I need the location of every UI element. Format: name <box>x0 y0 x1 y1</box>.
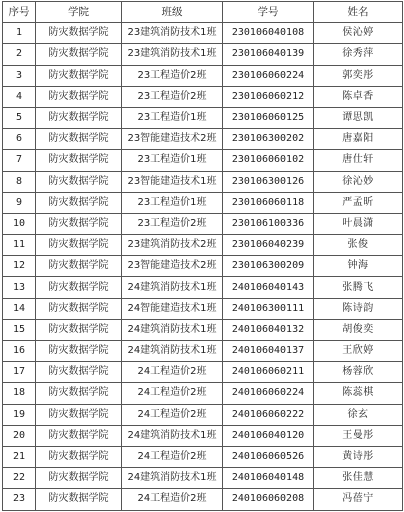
cell-class: 24建筑消防技术1班 <box>122 319 223 340</box>
table-row <box>3 150 403 171</box>
cell-college: 防灾数据学院 <box>36 150 122 171</box>
cell-college: 防灾数据学院 <box>36 489 122 510</box>
cell-name: 王曼彤 <box>314 425 403 446</box>
cell-college: 防灾数据学院 <box>36 129 122 150</box>
cell-student-id: 240106040143 <box>223 277 314 298</box>
cell-class: 24工程造价2班 <box>122 446 223 467</box>
cell-college: 防灾数据学院 <box>36 256 122 277</box>
cell-student-id: 230106060212 <box>223 86 314 107</box>
cell-college: 防灾数据学院 <box>36 298 122 319</box>
table-row <box>3 468 403 489</box>
cell-serial: 21 <box>3 446 36 467</box>
cell-serial: 3 <box>3 65 36 86</box>
table-row <box>3 235 403 256</box>
table-row <box>3 44 403 65</box>
cell-student-id: 240106060208 <box>223 489 314 510</box>
table-row <box>3 129 403 150</box>
cell-serial: 15 <box>3 319 36 340</box>
table-row <box>3 383 403 404</box>
cell-college: 防灾数据学院 <box>36 277 122 298</box>
cell-name: 侯沁婷 <box>314 23 403 44</box>
cell-college: 防灾数据学院 <box>36 341 122 362</box>
cell-student-id: 240106040148 <box>223 468 314 489</box>
cell-name: 张腾飞 <box>314 277 403 298</box>
header-student-id: 学号 <box>223 2 314 23</box>
cell-serial: 18 <box>3 383 36 404</box>
cell-class: 24工程造价2班 <box>122 404 223 425</box>
cell-student-id: 240106060526 <box>223 446 314 467</box>
cell-class: 23建筑消防技术2班 <box>122 235 223 256</box>
cell-serial: 13 <box>3 277 36 298</box>
cell-college: 防灾数据学院 <box>36 383 122 404</box>
cell-class: 24建筑消防技术1班 <box>122 425 223 446</box>
cell-class: 23工程造价1班 <box>122 192 223 213</box>
cell-class: 24建筑消防技术1班 <box>122 468 223 489</box>
cell-serial: 9 <box>3 192 36 213</box>
table-row <box>3 319 403 340</box>
table-header-row <box>3 2 403 23</box>
cell-serial: 6 <box>3 129 36 150</box>
cell-class: 23工程造价2班 <box>122 65 223 86</box>
cell-student-id: 230106060224 <box>223 65 314 86</box>
cell-serial: 4 <box>3 86 36 107</box>
cell-student-id: 230106100336 <box>223 213 314 234</box>
cell-serial: 7 <box>3 150 36 171</box>
roster-table <box>2 1 403 511</box>
header-class: 班级 <box>122 2 223 23</box>
cell-serial: 23 <box>3 489 36 510</box>
cell-class: 24工程造价2班 <box>122 362 223 383</box>
cell-serial: 1 <box>3 23 36 44</box>
cell-class: 23建筑消防技术1班 <box>122 23 223 44</box>
cell-college: 防灾数据学院 <box>36 319 122 340</box>
cell-class: 23工程造价1班 <box>122 150 223 171</box>
cell-class: 23智能建造技术2班 <box>122 129 223 150</box>
cell-serial: 11 <box>3 235 36 256</box>
header-college: 学院 <box>36 2 122 23</box>
header-name: 姓名 <box>314 2 403 23</box>
cell-name: 杨蓉欣 <box>314 362 403 383</box>
cell-college: 防灾数据学院 <box>36 23 122 44</box>
cell-college: 防灾数据学院 <box>36 468 122 489</box>
cell-student-id: 230106040108 <box>223 23 314 44</box>
cell-name: 郭奕彤 <box>314 65 403 86</box>
table-row <box>3 341 403 362</box>
cell-name: 黄诗彤 <box>314 446 403 467</box>
cell-name: 谭思凯 <box>314 107 403 128</box>
table-body <box>3 23 403 510</box>
cell-class: 23工程造价1班 <box>122 107 223 128</box>
cell-college: 防灾数据学院 <box>36 404 122 425</box>
cell-student-id: 230106060102 <box>223 150 314 171</box>
cell-class: 24工程造价2班 <box>122 489 223 510</box>
cell-serial: 14 <box>3 298 36 319</box>
cell-name: 徐玄 <box>314 404 403 425</box>
cell-student-id: 230106300209 <box>223 256 314 277</box>
cell-serial: 17 <box>3 362 36 383</box>
table-row <box>3 404 403 425</box>
table-row <box>3 65 403 86</box>
cell-class: 23建筑消防技术1班 <box>122 44 223 65</box>
table-row <box>3 446 403 467</box>
cell-student-id: 230106300202 <box>223 129 314 150</box>
header-serial: 序号 <box>3 2 36 23</box>
cell-name: 张佳慧 <box>314 468 403 489</box>
cell-college: 防灾数据学院 <box>36 362 122 383</box>
cell-college: 防灾数据学院 <box>36 213 122 234</box>
cell-class: 23智能建造技术1班 <box>122 171 223 192</box>
cell-college: 防灾数据学院 <box>36 171 122 192</box>
cell-college: 防灾数据学院 <box>36 235 122 256</box>
cell-name: 唐嘉阳 <box>314 129 403 150</box>
cell-name: 叶晨潇 <box>314 213 403 234</box>
cell-class: 24建筑消防技术1班 <box>122 277 223 298</box>
cell-serial: 10 <box>3 213 36 234</box>
cell-name: 严孟昕 <box>314 192 403 213</box>
cell-student-id: 230106060118 <box>223 192 314 213</box>
cell-name: 钟海 <box>314 256 403 277</box>
cell-name: 陈诗韵 <box>314 298 403 319</box>
cell-class: 24工程造价2班 <box>122 383 223 404</box>
cell-class: 23智能建造技术2班 <box>122 256 223 277</box>
cell-student-id: 240106040120 <box>223 425 314 446</box>
cell-class: 23工程造价2班 <box>122 213 223 234</box>
cell-college: 防灾数据学院 <box>36 425 122 446</box>
cell-name: 徐沁妙 <box>314 171 403 192</box>
cell-name: 陈卓香 <box>314 86 403 107</box>
cell-serial: 16 <box>3 341 36 362</box>
cell-serial: 2 <box>3 44 36 65</box>
cell-college: 防灾数据学院 <box>36 86 122 107</box>
cell-college: 防灾数据学院 <box>36 107 122 128</box>
cell-name: 胡俊奕 <box>314 319 403 340</box>
cell-name: 张俊 <box>314 235 403 256</box>
cell-student-id: 230106040239 <box>223 235 314 256</box>
cell-student-id: 240106040132 <box>223 319 314 340</box>
cell-name: 王欣婷 <box>314 341 403 362</box>
cell-name: 冯蓓宁 <box>314 489 403 510</box>
table-row <box>3 213 403 234</box>
table-row <box>3 298 403 319</box>
table-row <box>3 171 403 192</box>
cell-serial: 5 <box>3 107 36 128</box>
cell-college: 防灾数据学院 <box>36 446 122 467</box>
table-row <box>3 86 403 107</box>
cell-class: 23工程造价2班 <box>122 86 223 107</box>
cell-class: 24建筑消防技术1班 <box>122 341 223 362</box>
table-row <box>3 489 403 510</box>
cell-serial: 22 <box>3 468 36 489</box>
cell-student-id: 240106300111 <box>223 298 314 319</box>
cell-student-id: 240106040137 <box>223 341 314 362</box>
cell-name: 徐秀萍 <box>314 44 403 65</box>
cell-name: 唐仕轩 <box>314 150 403 171</box>
cell-serial: 19 <box>3 404 36 425</box>
cell-student-id: 230106060125 <box>223 107 314 128</box>
cell-student-id: 240106060222 <box>223 404 314 425</box>
cell-college: 防灾数据学院 <box>36 65 122 86</box>
cell-student-id: 240106060224 <box>223 383 314 404</box>
cell-student-id: 240106060211 <box>223 362 314 383</box>
table-row <box>3 256 403 277</box>
cell-student-id: 230106300126 <box>223 171 314 192</box>
table-row <box>3 425 403 446</box>
table-row <box>3 277 403 298</box>
cell-class: 24智能建造技术1班 <box>122 298 223 319</box>
table-row <box>3 362 403 383</box>
table-row <box>3 192 403 213</box>
cell-college: 防灾数据学院 <box>36 192 122 213</box>
cell-serial: 12 <box>3 256 36 277</box>
table-row <box>3 107 403 128</box>
cell-student-id: 230106040139 <box>223 44 314 65</box>
cell-college: 防灾数据学院 <box>36 44 122 65</box>
cell-serial: 8 <box>3 171 36 192</box>
cell-name: 陈蕊棋 <box>314 383 403 404</box>
table-row <box>3 23 403 44</box>
cell-serial: 20 <box>3 425 36 446</box>
